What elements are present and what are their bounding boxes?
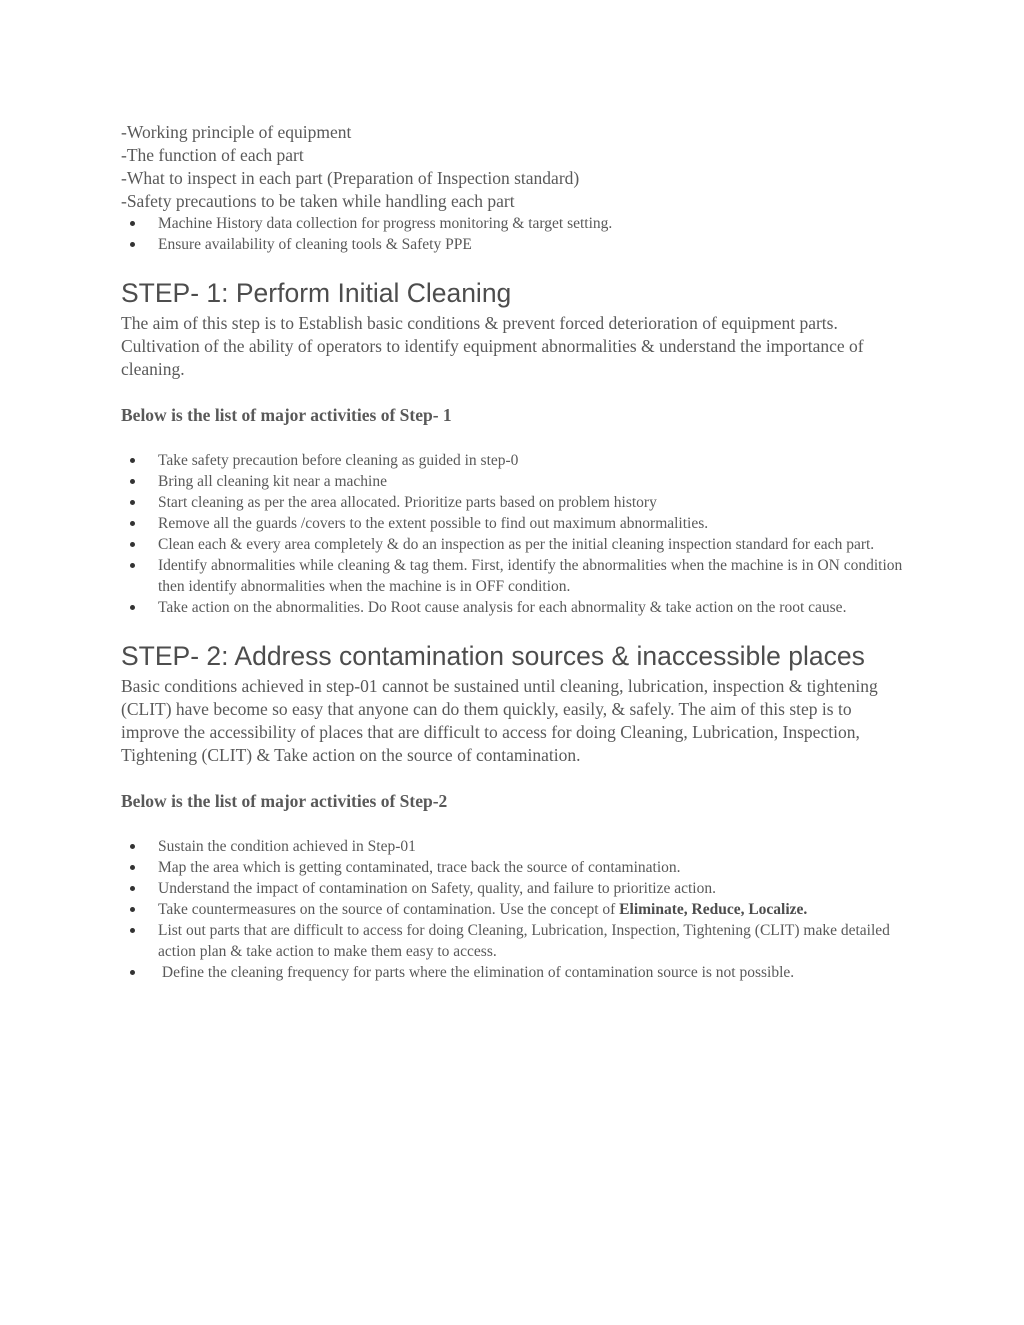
document-page — [121, 121, 911, 983]
list-item — [121, 899, 911, 920]
intro-line: -Working principle of equipment — [121, 122, 352, 142]
step1-paragraph: The aim of this step is to Establish basic conditions & prevent forced deterioration of equipment parts. Cultivation of the ability of operators to identify equipment abnormalities & understand the importance of cleaning. — [121, 313, 864, 379]
list-item: Map the area which is getting contaminated, trace back the source of contamination. — [121, 857, 911, 878]
list-item: Take safety precaution before cleaning as guided in step-0 — [121, 450, 911, 471]
list-item-bold-text: Eliminate, Reduce, Localize. — [619, 901, 808, 918]
step1-heading: STEP- 1: Perform Initial Cleaning — [121, 278, 512, 308]
list-item-text: Take countermeasures on the source of contamination. Use the concept of — [158, 901, 620, 918]
intro-line: -What to inspect in each part (Preparation of Inspection standard) — [121, 168, 580, 188]
step1-bullet-list — [121, 450, 911, 618]
intro-line: -Safety precautions to be taken while handling each part — [121, 191, 515, 211]
list-item: List out parts that are difficult to access for doing Cleaning, Lubrication, Inspection, Tightening (CLIT) make detailed action plan & take action to make them easy to access. — [121, 920, 911, 962]
list-item: Bring all cleaning kit near a machine — [121, 471, 911, 492]
list-item: Identify abnormalities while cleaning & tag them. First, identify the abnormalities when the machine is in ON condition then identify abnormalities when the machine is in OFF condition. — [121, 555, 911, 597]
step2-subheading: Below is the list of major activities of Step-2 — [121, 791, 448, 811]
step2-heading: STEP- 2: Address contamination sources & inaccessible places — [121, 641, 865, 671]
list-item: Understand the impact of contamination on Safety, quality, and failure to prioritize action. — [121, 878, 911, 899]
list-item: Ensure availability of cleaning tools & Safety PPE — [121, 234, 911, 255]
intro-line: -The function of each part — [121, 145, 304, 165]
list-item: Define the cleaning frequency for parts where the elimination of contamination source is not possible. — [121, 962, 911, 983]
list-item: Start cleaning as per the area allocated. Prioritize parts based on problem history — [121, 492, 911, 513]
list-item: Sustain the condition achieved in Step-01 — [121, 836, 911, 857]
list-item: Clean each & every area completely & do an inspection as per the initial cleaning inspection standard for each part. — [121, 534, 911, 555]
list-item: Take action on the abnormalities. Do Root cause analysis for each abnormality & take action on the root cause. — [121, 597, 911, 618]
list-item: Remove all the guards /covers to the extent possible to find out maximum abnormalities. — [121, 513, 911, 534]
step2-bullet-list — [121, 836, 911, 983]
step1-subheading: Below is the list of major activities of Step- 1 — [121, 405, 452, 425]
list-item: Machine History data collection for progress monitoring & target setting. — [121, 213, 911, 234]
intro-bullet-list — [121, 213, 911, 255]
step2-paragraph: Basic conditions achieved in step-01 cannot be sustained until cleaning, lubrication, inspection & tightening (CLIT) have become so easy that anyone can do them quickly, easily, & safely. The aim of this step is to improve the accessibility of places that are difficult to access for doing Cleaning, Lubrication, Inspection, Tightening (CLIT) & Take action on the source of contamination. — [121, 676, 878, 765]
